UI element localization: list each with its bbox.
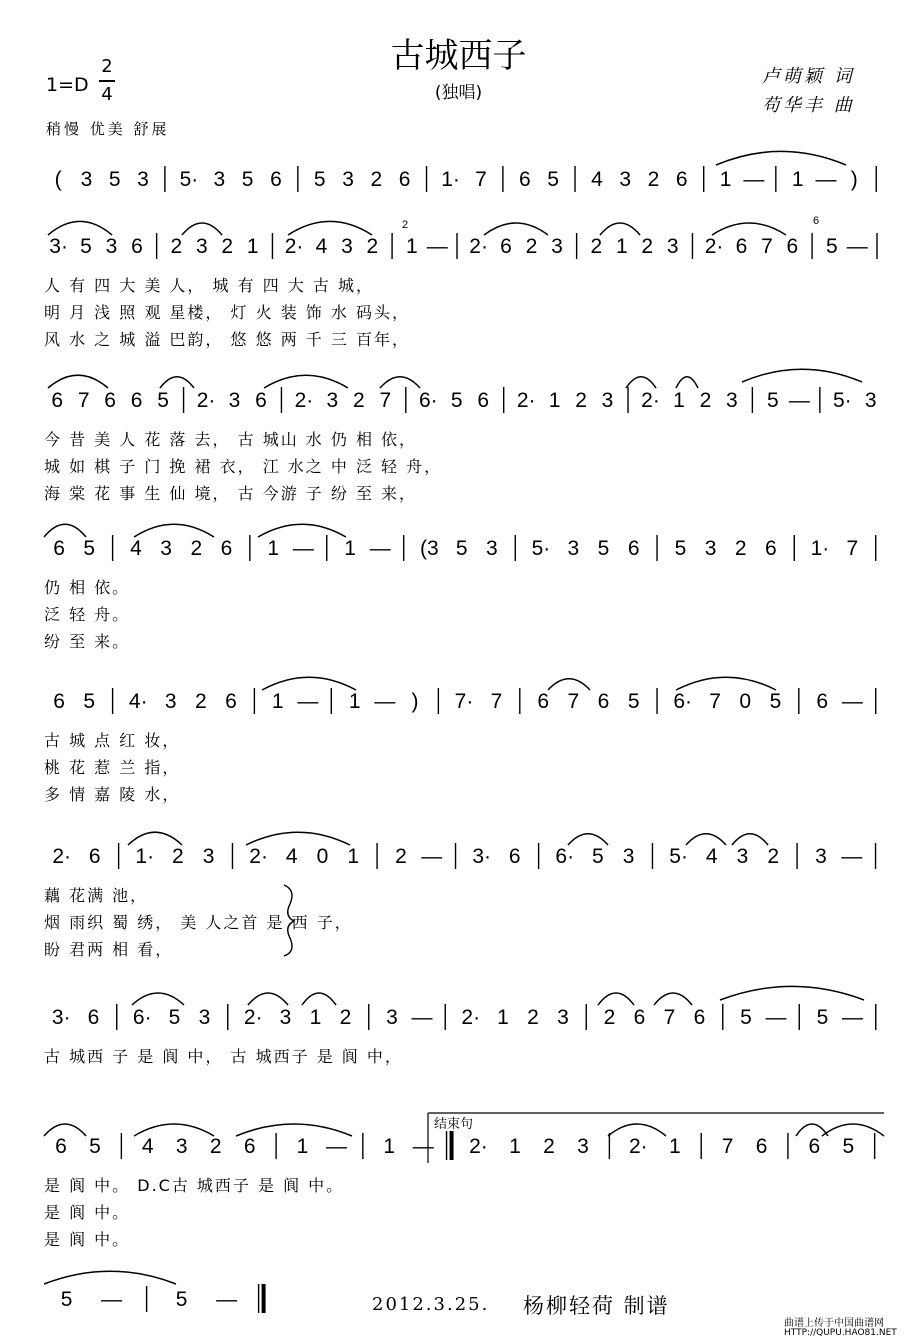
note: 1 [497, 1006, 509, 1029]
note: 5 [740, 1006, 752, 1029]
note: 2· [196, 389, 216, 412]
note: — [421, 845, 443, 868]
note: 2· [243, 1006, 263, 1029]
note: — [101, 1288, 123, 1311]
lyric-line: 城 如 棋 子 门 挽 裙 衣， 江 水之 中 泛 轻 舟， [44, 457, 443, 476]
note: 6 [255, 389, 267, 412]
note: 2 [590, 235, 603, 258]
note: 6 [477, 389, 490, 412]
note: 6 [808, 1135, 821, 1158]
note: 1 [267, 537, 280, 560]
note: 6 [398, 168, 411, 191]
note: 5 [547, 168, 559, 191]
note: 5 [597, 537, 610, 560]
note: — [846, 235, 868, 258]
note: 3 [342, 168, 354, 191]
note: 6 [104, 389, 116, 412]
lyric-line: 烟 雨织 蜀 绣， 美 人之首 是 西 子， [44, 913, 353, 932]
slur [742, 369, 862, 382]
note: 6 [693, 1006, 706, 1029]
meter-top: 2 [101, 56, 113, 77]
note: 6 [55, 1135, 67, 1158]
note: 3 [105, 235, 118, 258]
note: — [426, 235, 448, 258]
note: 2 [603, 1006, 616, 1029]
note: 5 [455, 537, 468, 560]
note: 6 [270, 168, 282, 191]
lyric-line: 是 阆 中。 [44, 1230, 131, 1249]
note: 6 [675, 168, 688, 191]
note: 2· [461, 1006, 481, 1029]
note: 1 [347, 845, 360, 868]
note: 3 [137, 168, 149, 191]
note: — [788, 389, 810, 412]
note: 2 [647, 168, 660, 191]
note: 2· [704, 235, 724, 258]
note: 6 [53, 537, 65, 560]
lyric-line: 多 情 嘉 陵 水， [44, 785, 181, 804]
watermark-url: HTTP://QUPU.HAO81.NET [784, 1328, 897, 1338]
performance-mode: (独唱) [434, 83, 483, 103]
note: 6 [537, 690, 550, 713]
slur [48, 375, 108, 388]
note: 2 [575, 389, 587, 412]
note: 2 [352, 389, 365, 412]
note: 6· [418, 389, 438, 412]
note: 2· [294, 389, 314, 412]
note: 5 [175, 1288, 188, 1311]
note: 7· [454, 690, 474, 713]
note: ) [411, 690, 419, 713]
note: 5 [83, 690, 96, 713]
note: 5 [157, 389, 169, 412]
slur [262, 677, 356, 690]
slur [246, 832, 350, 845]
note: 5· [832, 389, 852, 412]
slur [44, 524, 86, 537]
note: 6 [51, 389, 64, 412]
note: 6· [132, 1006, 152, 1029]
lyric-line: 盼 君两 相 看， [44, 940, 174, 959]
note: 6 [755, 1135, 768, 1158]
lyric-line: 纷 至 来。 [44, 632, 131, 651]
note: 7 [846, 537, 859, 560]
note: 3 [726, 389, 738, 412]
note: 1 [344, 537, 356, 560]
slur [732, 834, 768, 845]
note: 3 [577, 1135, 589, 1158]
note: 4 [285, 845, 298, 868]
note: 6 [500, 235, 512, 258]
note: 2 [525, 235, 538, 258]
meter-bottom: 4 [101, 83, 113, 105]
slur [132, 993, 184, 1005]
note: 6 [765, 537, 777, 560]
note: 3 [279, 1006, 292, 1029]
note: 2· [628, 1135, 648, 1158]
note: 2 [170, 235, 183, 258]
note: — [374, 690, 396, 713]
slur [548, 679, 590, 690]
note: 2 [339, 1006, 352, 1029]
note: 4 [705, 845, 718, 868]
key-signature: 1=D [46, 74, 89, 96]
note: 1 [791, 168, 804, 191]
note: 3 [228, 389, 241, 412]
note: 5 [767, 389, 779, 412]
note: 1 [296, 1135, 309, 1158]
lyric-line: 海 棠 花 事 生 仙 境， 古 今游 子 纷 至 来， [44, 484, 418, 503]
slur [716, 151, 846, 165]
note: — [412, 1135, 434, 1158]
slur [484, 223, 548, 235]
note: 3 [567, 537, 580, 560]
note: — [743, 168, 765, 191]
note: 5 [816, 1006, 829, 1029]
slur [600, 223, 640, 235]
note: 3 [815, 845, 827, 868]
note: 3 [622, 845, 635, 868]
note: 3 [601, 389, 614, 412]
note: 6 [131, 235, 143, 258]
note: 4 [141, 1135, 154, 1158]
note: — [411, 1006, 433, 1029]
note: 2 [527, 1006, 539, 1029]
slur [626, 377, 656, 388]
note: 3 [198, 1006, 211, 1029]
note: 6 [53, 690, 65, 713]
note: 5· [531, 537, 551, 560]
note: 6 [243, 1135, 256, 1158]
slur [676, 377, 698, 388]
note: 3· [472, 845, 492, 868]
note: 3 [175, 1135, 188, 1158]
note: 3 [326, 389, 339, 412]
note: ( [54, 168, 62, 191]
note: 6 [735, 235, 748, 258]
note: 1 [509, 1135, 521, 1158]
note: 2· [469, 1135, 488, 1158]
note: 2 [190, 537, 203, 560]
note: 7 [567, 690, 580, 713]
note: 2· [249, 845, 268, 868]
note: 1 [383, 1135, 396, 1158]
note: 2· [516, 389, 536, 412]
note: 5· [669, 845, 688, 868]
note: 6 [518, 168, 531, 191]
note: 4 [130, 537, 142, 560]
watermark-text: 曲谱上传于中国曲谱网 [784, 1318, 884, 1329]
note: 6 [786, 235, 799, 258]
note: 6 [130, 389, 143, 412]
slur [598, 993, 634, 1005]
slur [654, 993, 692, 1005]
lyric-line: 人 有 四 大 美 人， 城 有 四 大 古 城， [44, 276, 374, 295]
note: 6 [220, 537, 233, 560]
note: 2 [221, 235, 234, 258]
note: — [216, 1288, 238, 1311]
note: 3 [195, 235, 208, 258]
slur [248, 993, 288, 1005]
note: 3 [486, 537, 498, 560]
note: 6· [673, 690, 693, 713]
note: 5 [825, 235, 838, 258]
note: 1· [135, 845, 155, 868]
note: 5 [769, 690, 782, 713]
note: 6· [555, 845, 575, 868]
note: 2· [52, 845, 72, 868]
note: 3 [864, 389, 877, 412]
slur [568, 834, 608, 845]
note: 0 [316, 845, 329, 868]
note: 3 [619, 168, 632, 191]
note: 2 [767, 845, 780, 868]
note: 2 [734, 537, 747, 560]
slur [258, 524, 346, 537]
note: 1 [669, 1135, 681, 1158]
note: 1 [548, 389, 561, 412]
note: 3 [704, 537, 717, 560]
note: 4 [591, 168, 603, 191]
slur [264, 375, 348, 388]
notation-credit: 杨柳轻荷 制谱 [523, 1294, 670, 1318]
note: 1 [246, 235, 259, 258]
note: — [297, 690, 319, 713]
note: 1· [810, 537, 830, 560]
note: 5 [83, 537, 96, 560]
note: 3· [51, 1006, 71, 1029]
note: 1 [673, 389, 685, 412]
note: 3· [49, 235, 68, 258]
note: 7 [663, 1006, 676, 1029]
note: 2 [543, 1135, 555, 1158]
note: 6 [225, 690, 237, 713]
note: 3 [557, 1006, 569, 1029]
note: ) [850, 168, 858, 191]
note: 6 [627, 537, 640, 560]
note: 7 [379, 389, 392, 412]
note: 0 [739, 690, 752, 713]
note: 5 [842, 1135, 855, 1158]
note: 5 [592, 845, 604, 868]
note: 2 [366, 235, 379, 258]
composer-credit: 苟华丰 曲 [762, 95, 855, 116]
note: 3 [80, 168, 93, 191]
note: 3 [164, 690, 177, 713]
note: 3 [213, 168, 226, 191]
note: 5 [627, 690, 640, 713]
note: 5 [80, 235, 92, 258]
lyric-line: 仍 相 依。 [44, 578, 131, 597]
slur [160, 377, 194, 388]
slur [128, 832, 182, 845]
note: 5 [108, 168, 121, 191]
note: — [765, 1006, 787, 1029]
lyric-line: 泛 轻 舟。 [44, 605, 131, 624]
note: 6 [816, 690, 829, 713]
slur [182, 223, 222, 235]
note: 1 [405, 235, 418, 258]
note: — [841, 690, 863, 713]
note: — [292, 537, 314, 560]
page-title: 古城西子 [390, 36, 527, 76]
note: 2 [370, 168, 383, 191]
note: 5 [674, 537, 687, 560]
slur [44, 1271, 176, 1284]
note: 6 [597, 690, 610, 713]
note: — [815, 168, 837, 191]
note: 4 [315, 235, 328, 258]
note: 5· [179, 168, 199, 191]
note: 6 [508, 845, 521, 868]
note: 3 [202, 845, 215, 868]
lyric-line: 是 阆 中。 D.C古 城西子 是 阆 中。 [44, 1176, 345, 1195]
slur [686, 834, 726, 845]
note: 6 [633, 1006, 646, 1029]
slur [676, 677, 776, 690]
coda-label: 结束句 [434, 1117, 474, 1132]
lyricist-credit: 卢萌颖 词 [762, 66, 855, 87]
tempo-marking: 稍慢 优美 舒展 [46, 120, 170, 138]
slur [134, 524, 214, 537]
note: 5 [241, 168, 254, 191]
note: 7 [761, 235, 773, 258]
note: 7 [77, 389, 90, 412]
slur [288, 221, 372, 235]
note: 7 [475, 168, 487, 191]
slur [720, 986, 864, 1000]
lyric-line: 明 月 浅 照 观 星楼， 灯 火 装 饰 水 码头， [44, 303, 410, 322]
note: 3 [736, 845, 749, 868]
note: 5 [60, 1288, 73, 1311]
note: 5 [313, 168, 326, 191]
lyric-line: 今 昔 美 人 花 落 去， 古 城山 水 仍 相 依， [44, 430, 418, 449]
grace-note: 2 [402, 219, 409, 231]
note: 1· [441, 168, 460, 191]
note: 1 [348, 690, 361, 713]
slur [48, 221, 112, 235]
note: 5 [168, 1006, 181, 1029]
note: 2 [209, 1135, 222, 1158]
grace-note: 6 [813, 215, 820, 227]
note: 2· [469, 235, 488, 258]
note: 3 [386, 1006, 398, 1029]
note: 1 [271, 690, 284, 713]
note: 5 [450, 389, 463, 412]
note: 3 [551, 235, 563, 258]
note: 2· [284, 235, 304, 258]
lyric-line: 古 城 点 红 妆， [44, 731, 181, 750]
slur [712, 223, 786, 235]
note: 5 [89, 1135, 101, 1158]
lyric-line: 古 城西 子 是 阆 中， 古 城西子 是 阆 中， [44, 1047, 403, 1066]
lyric-line: 藕 花满 池， [44, 886, 149, 905]
note: 4· [128, 690, 148, 713]
note: — [369, 537, 391, 560]
note: 2· [641, 389, 660, 412]
note: 3 [160, 537, 172, 560]
note: 2 [172, 845, 184, 868]
note: 1 [615, 235, 628, 258]
note: 3 [666, 235, 679, 258]
note: — [842, 1006, 863, 1029]
lyric-line: 桃 花 惹 兰 指， [44, 758, 181, 777]
note: 2 [641, 235, 654, 258]
note: 7 [709, 690, 721, 713]
note: 6 [87, 1006, 100, 1029]
slur [302, 993, 336, 1005]
note: 1 [719, 168, 732, 191]
note: — [325, 1135, 347, 1158]
note: 1 [309, 1006, 322, 1029]
note: 7 [490, 690, 503, 713]
lyric-line: 是 阆 中。 [44, 1203, 131, 1222]
note: 7 [721, 1135, 734, 1158]
note: 2 [699, 389, 712, 412]
note: 2 [395, 845, 407, 868]
score-date: 2012.3.25. [372, 1294, 490, 1315]
note: 2 [194, 690, 207, 713]
note: — [841, 845, 863, 868]
note: (3 [419, 537, 439, 560]
slur [380, 377, 420, 388]
lyric-line: 风 水 之 城 溢 巴韵， 悠 悠 两 千 三 百年， [44, 330, 410, 349]
note: 6 [88, 845, 101, 868]
note: 3 [341, 235, 353, 258]
